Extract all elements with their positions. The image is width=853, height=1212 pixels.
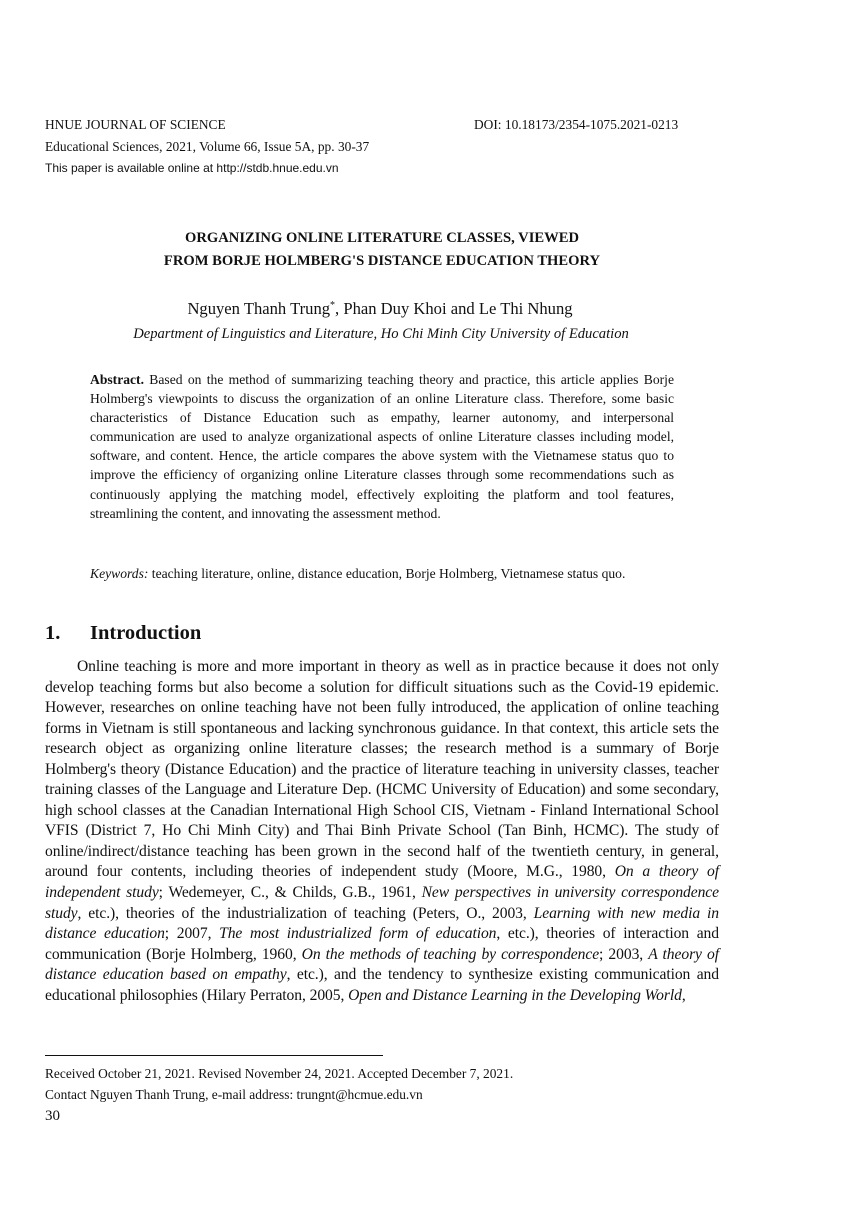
intro-text-2: ; Wedemeyer, C., & Childs, G.B., 1961, <box>158 884 422 902</box>
intro-ref-title-4: The most industrialized form of education <box>219 925 497 943</box>
received-dates: Received October 21, 2021. Revised November 24, 2021. Accepted December 7, 2021. <box>45 1066 514 1081</box>
section-number: 1. <box>45 622 61 644</box>
intro-ref-title-3: Learning with new media in distance education <box>45 904 720 943</box>
abstract <box>90 370 674 523</box>
issue-info: Educational Sciences, 2021, Volume 66, Issue 5A, pp. 30-37 <box>45 139 370 154</box>
paper-title-line-1: ORGANIZING ONLINE LITERATURE CLASSES, VIEWED <box>185 230 579 246</box>
intro-ref-title-6: A theory of distance education based on empathy <box>45 945 719 984</box>
intro-text-6: ; 2003, <box>599 945 649 963</box>
intro-text-7: , etc.), and the tendency to synthesize existing communication and educational philosophies (Hilary Perraton, 2005, <box>45 966 719 1004</box>
section-title: Introduction <box>90 622 202 644</box>
intro-text-4: ; 2007, <box>164 925 220 943</box>
intro-ref-title-2: New perspectives in university correspondence study <box>45 884 719 922</box>
abstract-label: Abstract. <box>90 372 144 387</box>
affiliation: Department of Linguistics and Literature, Ho Chi Minh City University of Education <box>133 326 629 342</box>
intro-ref-title-5: On the methods of teaching by correspondence <box>301 945 600 963</box>
corresponding-mark: * <box>330 300 336 311</box>
intro-text-3: , etc.), theories of the industrialization of teaching (Peters, O., 2003, <box>77 904 534 922</box>
intro-ref-title-7: Open and Distance Learning in the Developing World <box>348 986 682 1004</box>
intro-text-1: Online teaching is more and more important in theory as well as in practice because it does not only develop teaching forms but also become a solution for difficult situations such as the Covid-19 epidemic. However, researches on online teaching have not been fully introduced, the application of online teaching forms in Vietnam is still spontaneous and lacking synchronous guidance. In that context, this article sets the research object as organizing online literature classes; the research method is a summary of Borje Holmberg's theory (Distance Education) and the practice of literature teaching in university classes, teacher training classes of the Language and Literature Dep. (HCMC University of Education) and some secondary, high school classes at the Canadian International High School CIS, Vietnam - Finland International School VFIS (District 7, Ho Chi Minh City) and Thai Binh Private School (Tan Binh, HCMC). The study of online/indirect/distance teaching has been grown in the second half of the twentieth century, in general, around four contents, including theories of independent study (Moore, M.G., 1980, <box>45 658 719 881</box>
doi: DOI: 10.18173/2354-1075.2021-0213 <box>474 117 679 132</box>
keywords-text: teaching literature, online, distance education, Borje Holmberg, Vietnamese status quo. <box>148 566 626 581</box>
abstract-text: Based on the method of summarizing teaching theory and practice, this article applies Borje Holmberg's viewpoints to discuss the organization of an online Literature class. Therefore, some basic characteristics of Distance Education such as empathy, learner autonomy, and interpersonal communication are used to analyze organizational aspects of online Literature classes including model, software, and content. Hence, the article compares the above system with the Vietnamese status quo to improve the efficiency of organizing online Literature classes through some recommendations such as continuously applying the matching model, effectively exploiting the platform and tool features, streamlining the content, and innovating the assessment method. <box>90 372 674 521</box>
intro-text-8: , <box>681 986 686 1004</box>
keywords <box>90 564 674 583</box>
keywords-label: Keywords: <box>90 566 149 581</box>
contact-info: Contact Nguyen Thanh Trung, e-mail address: trungnt@hcmue.edu.vn <box>45 1087 423 1102</box>
author-first: Nguyen Thanh Trung <box>187 299 331 318</box>
intro-paragraph <box>45 657 719 1006</box>
page-number: 30 <box>45 1108 60 1124</box>
online-availability: This paper is available online at http://stdb.hnue.edu.vn <box>45 161 339 175</box>
intro-text-5: , etc.), theories of interaction and communication (Borje Holmberg, 1960, <box>45 925 719 963</box>
authors <box>0 299 760 319</box>
journal-name: HNUE JOURNAL OF SCIENCE <box>45 117 226 132</box>
paper-title-line-2: FROM BORJE HOLMBERG'S DISTANCE EDUCATION THEORY <box>163 253 601 269</box>
author-rest: , Phan Duy Khoi and Le Thi Nhung <box>335 299 573 318</box>
intro-ref-title-1: On a theory of independent study <box>45 863 719 902</box>
footnote-divider <box>45 1055 383 1056</box>
